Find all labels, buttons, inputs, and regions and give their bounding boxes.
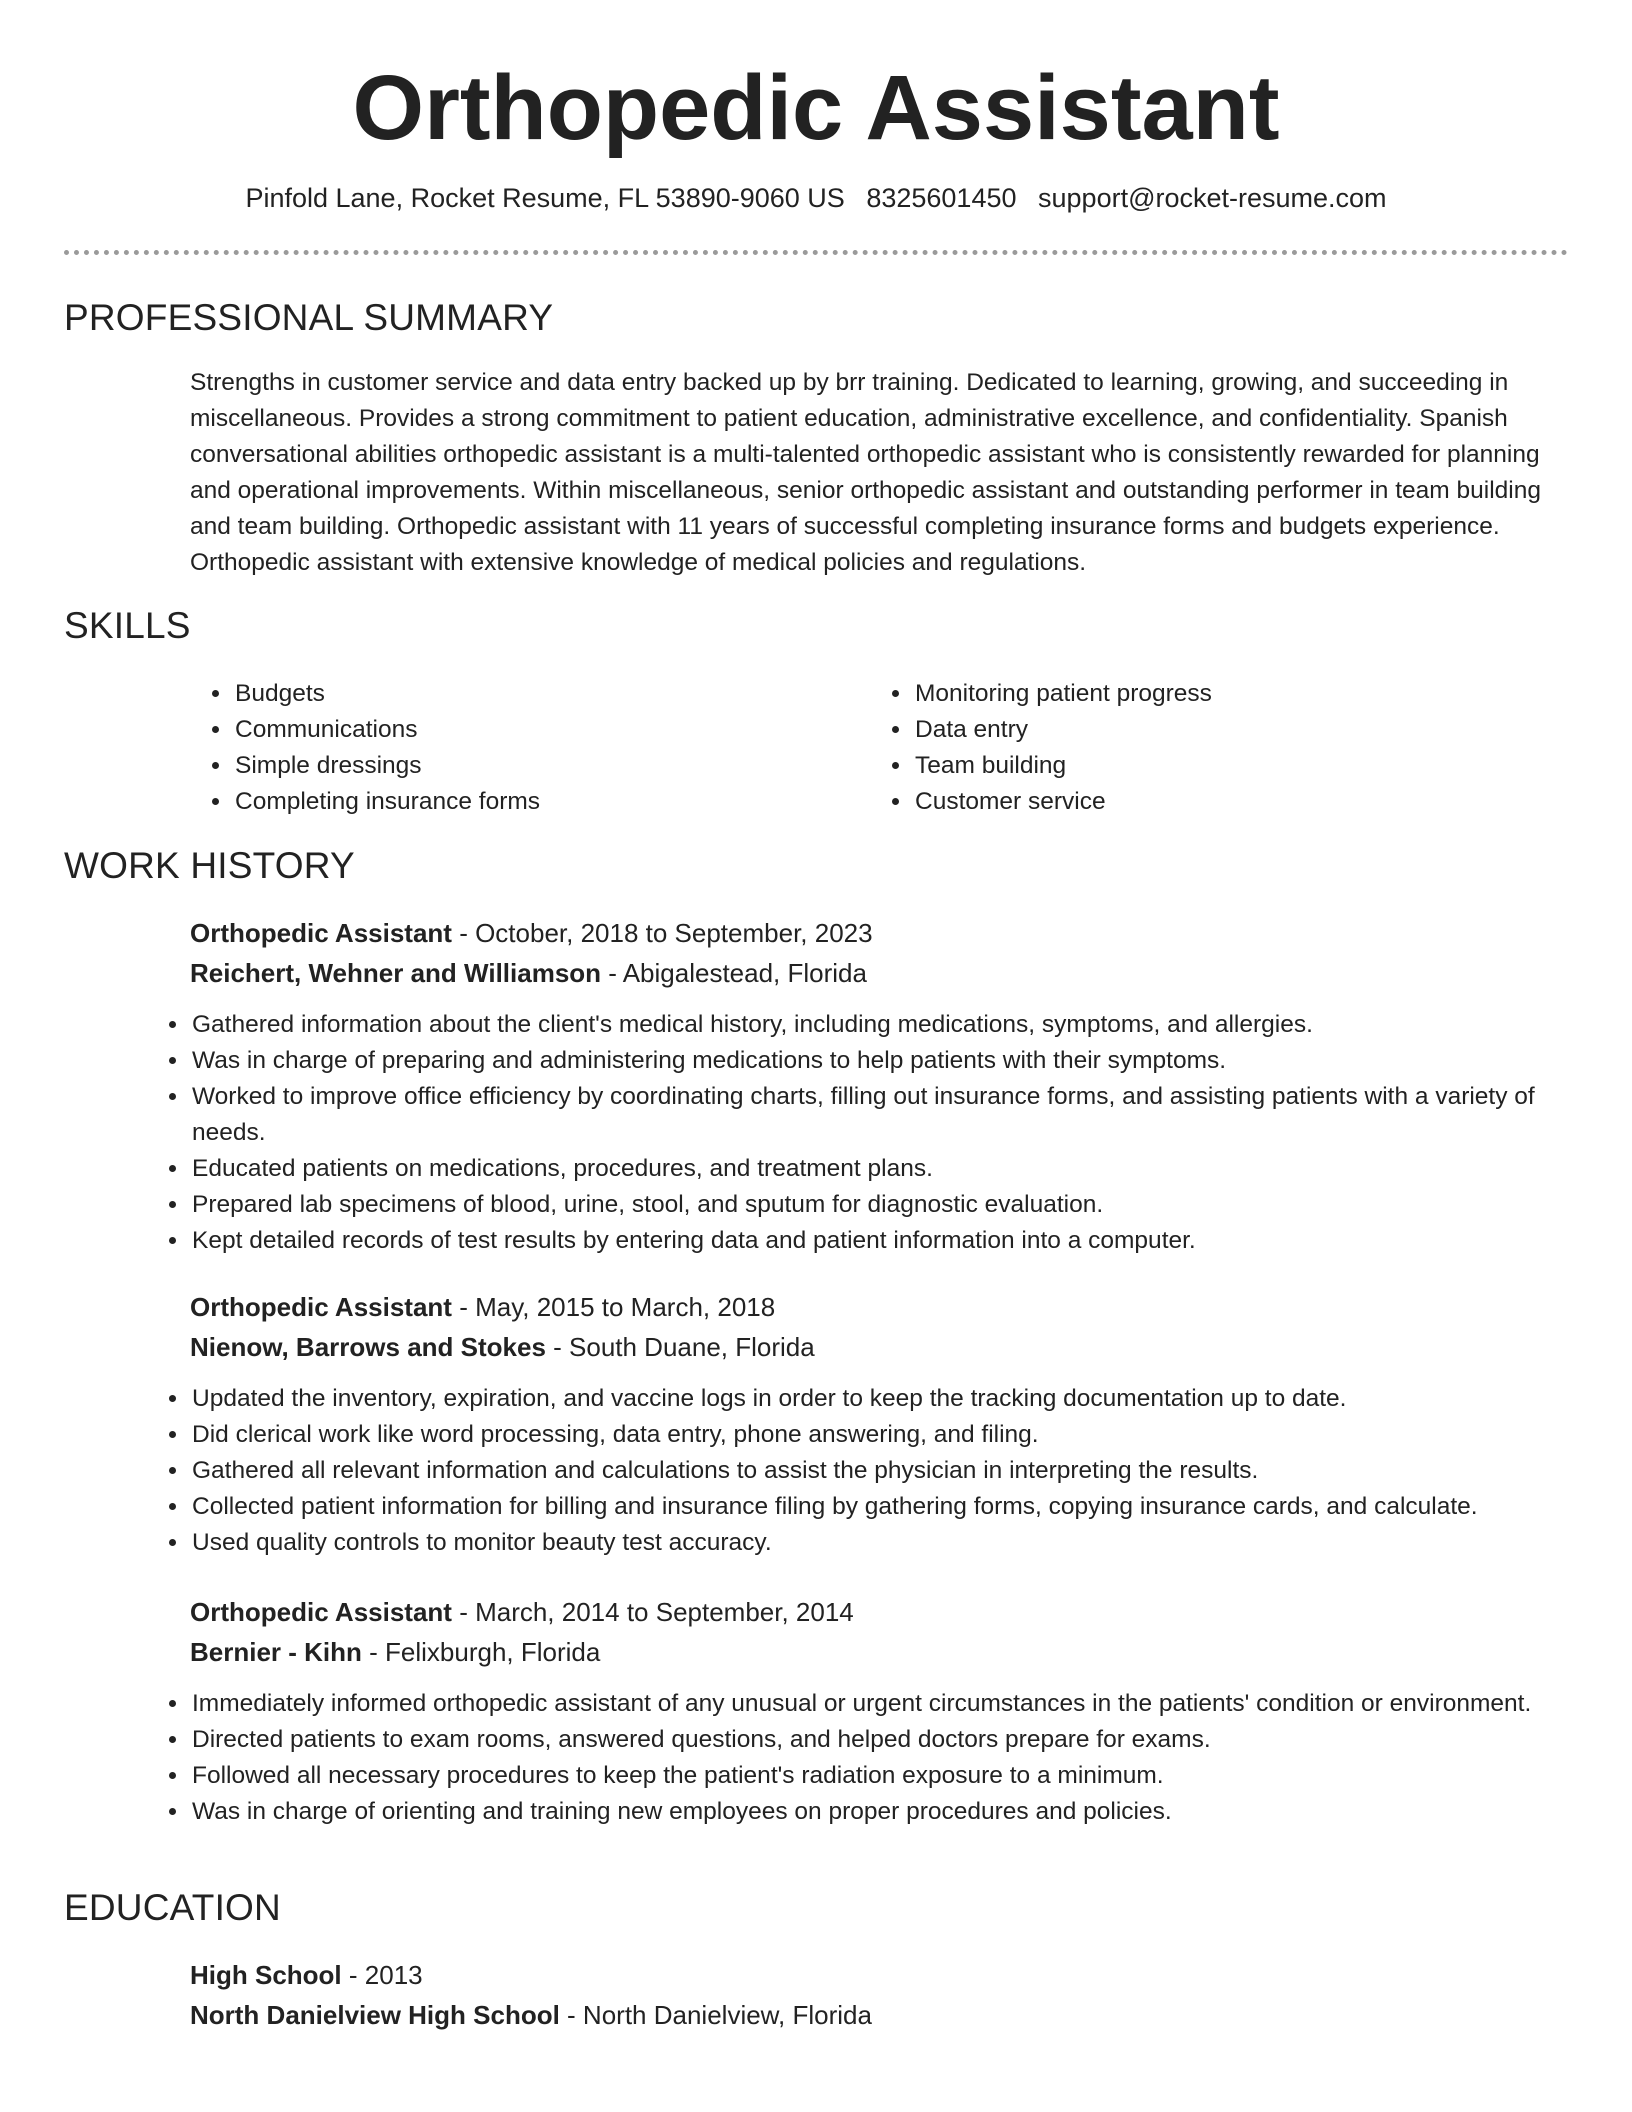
duty-item: • Directed patients to exam rooms, answered questions, and helped doctors prepare for exams.: [190, 1722, 1570, 1758]
skill-item: • Data entry: [913, 712, 1510, 748]
job-duties: [147, 1007, 1570, 1259]
duty-item: • Followed all necessary procedures to keep the patient's radiation exposure to a minimum.: [190, 1758, 1570, 1794]
duty-item: • Gathered all relevant information and calculations to assist the physician in interpreting the results.: [190, 1453, 1570, 1489]
contact-email: support@rocket-resume.com: [1038, 183, 1387, 213]
duty-item: • Was in charge of orienting and training new employees on proper procedures and policies.: [190, 1794, 1570, 1830]
duty-item: • Educated patients on medications, procedures, and treatment plans.: [190, 1151, 1570, 1187]
education-degree: High School: [190, 1960, 342, 1990]
section-title-education: EDUCATION: [64, 1887, 281, 1928]
job-company: Nienow, Barrows and Stokes: [190, 1332, 546, 1362]
job-entry: [190, 1287, 1570, 1561]
contact-address: Pinfold Lane, Rocket Resume, FL 53890-9060 US: [245, 183, 845, 213]
job-company-line: [190, 1632, 1570, 1672]
education-degree-line: [190, 1955, 1570, 1995]
job-title-line: [190, 1592, 1570, 1632]
job-location: - South Duane, Florida: [545, 1332, 815, 1362]
skill-item: • Communications: [233, 712, 830, 748]
section-title-work-history: WORK HISTORY: [64, 845, 355, 886]
summary-text: Strengths in customer service and data entry backed up by brr training. Dedicated to learning, growing, and succeeding in miscellaneous. Provides a strong commitment to patient education, administrative excellence, and confidentiality. Spanish conversational abilities orthopedic assistant is a multi-talented orthopedic assistant who is consistently rewarded for planning and operational improvements. Within miscellaneous, senior orthopedic assistant and outstanding performer in team building and team building. Orthopedic assistant with 11 years of successful completing insurance forms and budgets experience. Orthopedic assistant with extensive knowledge of medical policies and regulations.: [190, 369, 1541, 576]
skill-item: • Customer service: [913, 784, 1510, 820]
header-divider: [64, 250, 1568, 255]
education-school: North Danielview High School: [190, 2000, 560, 2030]
education-location: - North Danielview, Florida: [559, 2000, 872, 2030]
duty-item: • Kept detailed records of test results by entering data and patient information into a computer.: [190, 1223, 1570, 1259]
duty-item: • Did clerical work like word processing, data entry, phone answering, and filing.: [190, 1417, 1570, 1453]
duty-item: • Gathered information about the client's medical history, including medications, symptoms, and allergies.: [190, 1007, 1570, 1043]
job-title-line: [190, 913, 1570, 953]
skill-item: • Monitoring patient progress: [913, 676, 1510, 712]
job-company: Bernier - Kihn: [190, 1637, 362, 1667]
job-role: Orthopedic Assistant: [190, 1597, 452, 1627]
job-company-line: [190, 1327, 1570, 1367]
skill-item: • Team building: [913, 748, 1510, 784]
education-year: - 2013: [341, 1960, 423, 1990]
job-entry: [190, 913, 1570, 1259]
duty-item: • Updated the inventory, expiration, and vaccine logs in order to keep the tracking documentation up to date.: [190, 1381, 1570, 1417]
job-entry: [190, 1592, 1570, 1830]
job-company-line: [190, 953, 1570, 993]
duty-item: • Was in charge of preparing and administering medications to help patients with their symptoms.: [190, 1043, 1570, 1079]
job-duties: [147, 1686, 1570, 1830]
job-dates: - March, 2014 to September, 2014: [451, 1597, 854, 1627]
skills-column-right: [870, 676, 1510, 820]
duty-item: • Used quality controls to monitor beauty test accuracy.: [190, 1525, 1570, 1561]
job-title-line: [190, 1287, 1570, 1327]
duty-item: • Collected patient information for billing and insurance filing by gathering forms, copying insurance cards, and calculate.: [190, 1489, 1570, 1525]
duty-item: • Worked to improve office efficiency by coordinating charts, filling out insurance forms, and assisting patients with a variety of needs.: [190, 1079, 1570, 1151]
job-company: Reichert, Wehner and Williamson: [190, 958, 602, 988]
duty-item: • Prepared lab specimens of blood, urine, stool, and sputum for diagnostic evaluation.: [190, 1187, 1570, 1223]
skill-item: • Budgets: [233, 676, 830, 712]
job-role: Orthopedic Assistant: [190, 918, 452, 948]
job-role: Orthopedic Assistant: [190, 1292, 452, 1322]
skills-column-left: [190, 676, 830, 820]
contact-phone: 8325601450: [866, 183, 1017, 213]
contact-line: [0, 180, 1632, 216]
candidate-name: Orthopedic Assistant: [352, 57, 1280, 159]
job-dates: - October, 2018 to September, 2023: [451, 918, 873, 948]
education-school-line: [190, 1995, 1570, 2035]
section-title-skills: SKILLS: [64, 605, 191, 646]
job-dates: - May, 2015 to March, 2018: [451, 1292, 776, 1322]
job-location: - Felixburgh, Florida: [361, 1637, 601, 1667]
skill-item: • Simple dressings: [233, 748, 830, 784]
job-duties: [147, 1381, 1570, 1561]
duty-item: • Immediately informed orthopedic assistant of any unusual or urgent circumstances in the patients' condition or environment.: [190, 1686, 1570, 1722]
job-location: - Abigalestead, Florida: [601, 958, 867, 988]
education-entry: [190, 1955, 1570, 2035]
section-title-summary: PROFESSIONAL SUMMARY: [64, 297, 554, 338]
skill-item: • Completing insurance forms: [233, 784, 830, 820]
